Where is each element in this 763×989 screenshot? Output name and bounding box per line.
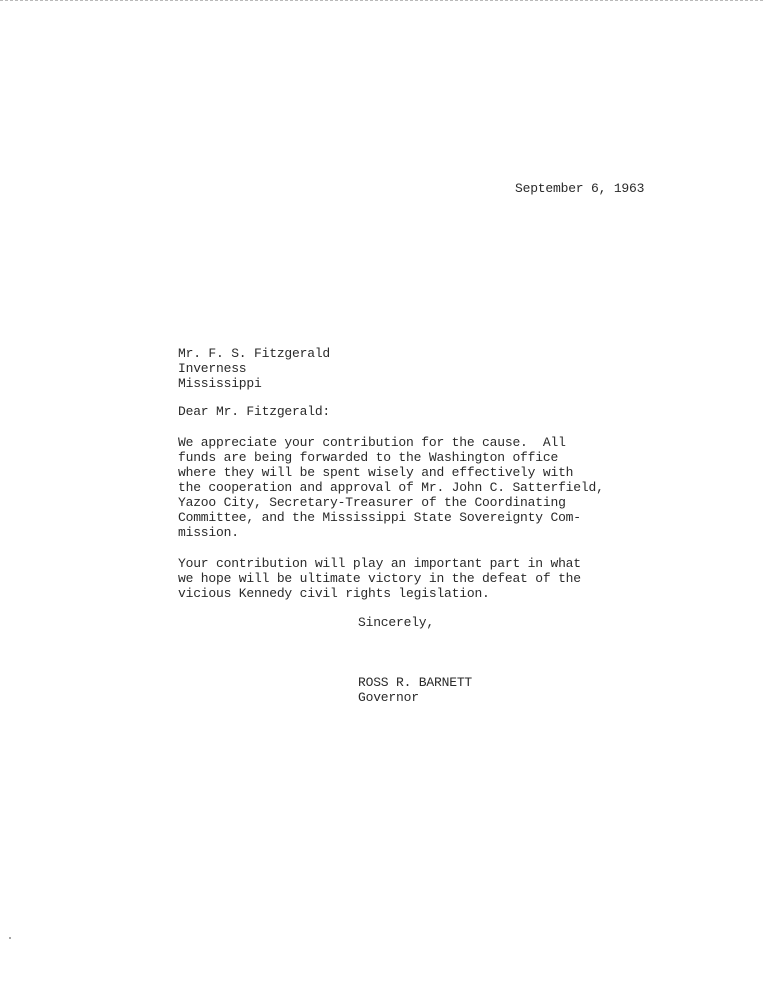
paragraph-line: the cooperation and approval of Mr. John C. Satterfield,	[178, 480, 604, 495]
paragraph-line: mission.	[178, 525, 239, 540]
paragraph-line: Committee, and the Mississippi State Sovereignty Com-	[178, 510, 581, 525]
paragraph-line: funds are being forwarded to the Washington office	[178, 450, 559, 465]
body-paragraph-1	[178, 435, 604, 540]
recipient-address	[178, 346, 330, 391]
paragraph-line: we hope will be ultimate victory in the defeat of the	[178, 571, 581, 586]
signatory-name: ROSS R. BARNETT	[358, 675, 473, 690]
paragraph-line: where they will be spent wisely and effectively with	[178, 465, 574, 480]
address-line: Mississippi	[178, 376, 262, 391]
salutation: Dear Mr. Fitzgerald:	[178, 404, 331, 419]
paragraph-line: Your contribution will play an important part in what	[178, 556, 581, 571]
body-paragraph-2	[178, 556, 581, 601]
address-line: Mr. F. S. Fitzgerald	[178, 346, 331, 361]
address-line: Inverness	[178, 361, 247, 376]
signatory-title: Governor	[358, 690, 419, 705]
paragraph-line: Yazoo City, Secretary-Treasurer of the Coordinating	[178, 495, 566, 510]
letter-date: September 6, 1963	[515, 181, 645, 196]
paragraph-line: vicious Kennedy civil rights legislation.	[178, 586, 490, 601]
complimentary-close: Sincerely,	[358, 615, 435, 630]
paragraph-line: We appreciate your contribution for the cause. All	[178, 435, 566, 450]
scan-speck	[9, 937, 11, 939]
